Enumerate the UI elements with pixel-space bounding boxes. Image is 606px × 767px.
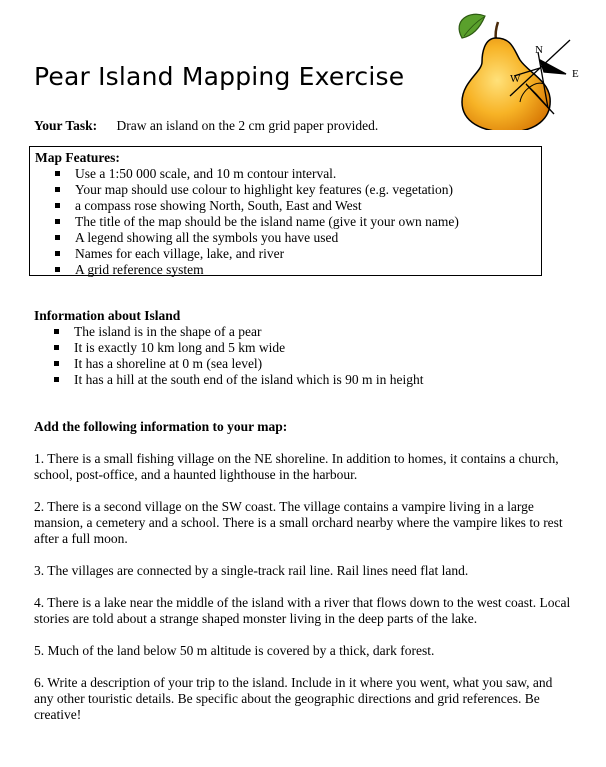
paragraph-5: 5. Much of the land below 50 m altitude is covered by a thick, dark forest. — [34, 643, 435, 658]
list-item: The title of the map should be the island name (give it your own name) — [75, 214, 541, 230]
task-label: Your Task: — [34, 118, 98, 133]
paragraph-1: 1. There is a small fishing village on the NE shoreline. In addition to homes, it contains a church, school, post-office, and a haunted lighthouse in the harbour. — [34, 451, 559, 482]
island-info-section — [34, 308, 423, 388]
compass-w-label: W — [510, 73, 521, 85]
island-info-heading: Information about Island — [34, 308, 181, 323]
paragraph-2: 2. There is a second village on the SW coast. The village contains a vampire living in a large mansion, a cemetery and a school. There is a small orchard nearby where the vampire likes to rest after a full moon. — [34, 499, 563, 546]
task-line — [34, 118, 378, 134]
list-item: Your map should use colour to highlight key features (e.g. vegetation) — [75, 182, 541, 198]
compass-n-label: N — [535, 44, 543, 56]
page-title: Pear Island Mapping Exercise — [34, 62, 405, 91]
list-item: Names for each village, lake, and river — [75, 246, 541, 262]
task-text: Draw an island on the 2 cm grid paper provided. — [116, 118, 379, 133]
list-item: The island is in the shape of a pear — [74, 324, 423, 340]
paragraph-4: 4. There is a lake near the middle of the island with a river that flows down to the west coast. Local stories are told about a strange shaped monster living in the deep parts of the lake. — [34, 595, 571, 626]
list-item: It is exactly 10 km long and 5 km wide — [74, 340, 423, 356]
add-info-heading: Add the following information to your map: — [34, 419, 288, 434]
list-item: A legend showing all the symbols you have used — [75, 230, 541, 246]
list-item: Use a 1:50 000 scale, and 10 m contour interval. — [75, 166, 541, 182]
map-features-box — [29, 146, 542, 276]
list-item: It has a hill at the south end of the island which is 90 m in height — [74, 372, 424, 387]
list-item: A grid reference system — [75, 262, 541, 278]
map-features-heading: Map Features: — [35, 150, 120, 165]
list-item: a compass rose showing North, South, East and West — [75, 198, 541, 214]
paragraph-6: 6. Write a description of your trip to the island. Include in it where you went, what you saw, and any other touristic details. Be specific about the geographic directions and grid references. Be creative! — [34, 675, 553, 722]
paragraph-3: 3. The villages are connected by a single-track rail line. Rail lines need flat land. — [34, 563, 469, 578]
map-features-list — [35, 166, 541, 278]
island-info-list — [34, 324, 423, 388]
list-item: It has a shoreline at 0 m (sea level) — [74, 356, 423, 372]
compass-e-label: E — [572, 68, 579, 80]
pear-compass-illustration — [440, 10, 600, 130]
